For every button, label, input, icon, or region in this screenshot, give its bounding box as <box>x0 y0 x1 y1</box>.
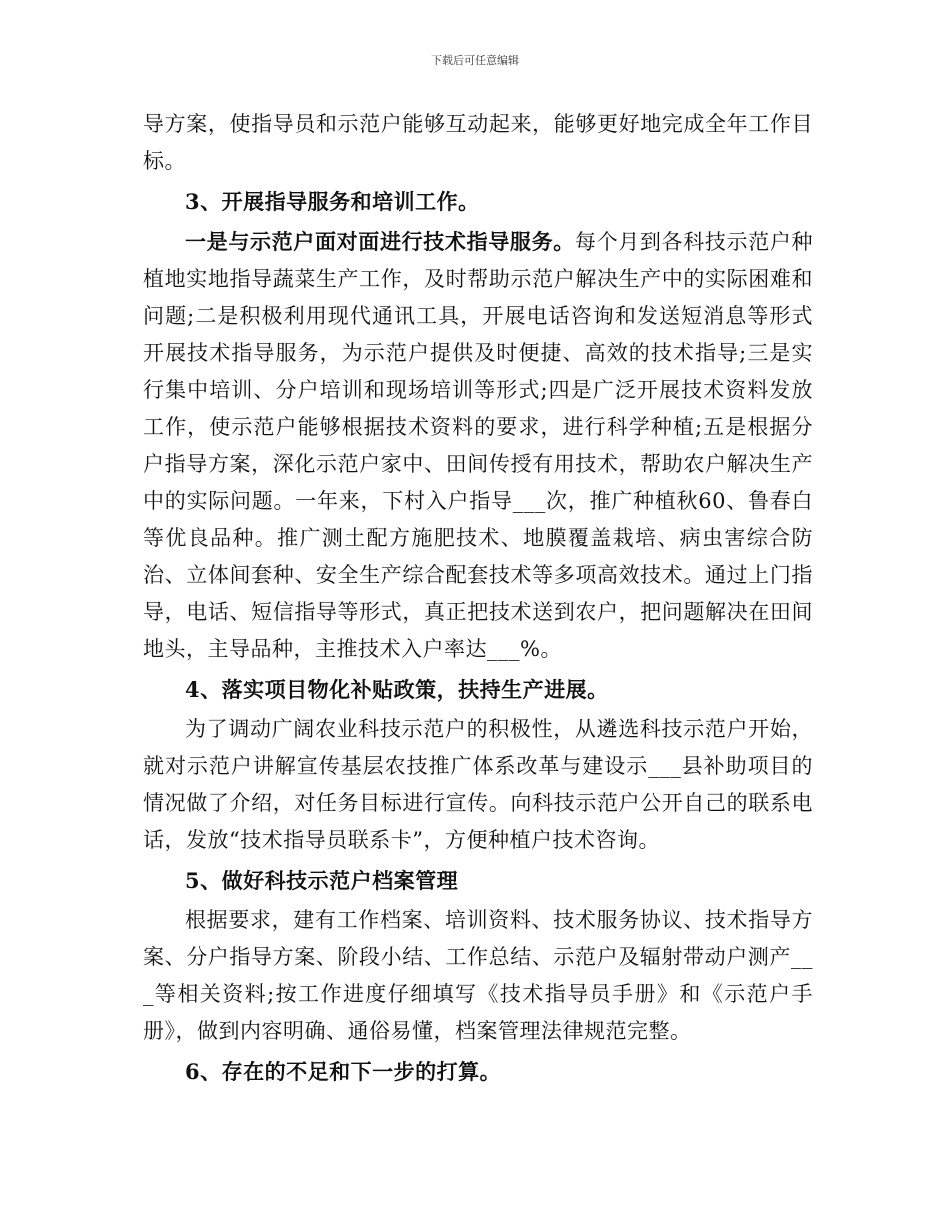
paragraph-section-4: 为了调动广阔农业科技示范户的积极性，从遴选科技示范户开始，就对示范户讲解宣传基层农技推广体系改革与建设示___县补助项目的情况做了介绍，对任务目标进行宣传。向科技示范户公开自己的联系电话，发放“技术指导员联系卡”，方便种植户技术咨询。 <box>143 717 813 852</box>
section-heading-6: 6、存在的不足和下一步的打算。 <box>185 1059 502 1084</box>
paragraph-lead-bold: 一是与示范户面对面进行技术指导服务。 <box>185 229 575 254</box>
paragraph-section-3-body: 每个月到各科技示范户种植地实地指导蔬菜生产工作，及时帮助示范户解决生产中的实际困难和问题;二是积极利用现代通讯工具，开展电话咨询和发送短消息等形式开展技术指导服务，为示范户提供及时便捷、高效的技术指导;三是实行集中培训、分户培训和现场培训等形式;四是广泛开展技术资料发放工作，使示范户能够根据技术资料的要求，进行科学种植;五是根据分户指导方案，深化示范户家中、田间传授有用技术，帮助农户解决生产中的实际问题。一年来，下村入户指导___次，推广种植秋60、鲁春白等优良品种。推广测土配方施肥技术、地膜覆盖栽培、病虫害综合防治、立体间套种、安全生产综合配套技术等多项高效技术。通过上门指导，电话、短信指导等形式，真正把技术送到农户，把问题解决在田间地头，主导品种，主推技术入户率达___%。 <box>143 230 814 661</box>
document-body <box>143 106 813 1093</box>
paragraph-section-3 <box>143 223 813 668</box>
page-header: 下载后可任意编辑 <box>431 54 519 67</box>
paragraph-section-5: 根据要求，建有工作档案、培训资料、技术服务协议、技术指导方案、分户指导方案、阶段小结、工作总结、示范户及辐射带动户测产___等相关资料;按工作进度仔细填写《技术指导员手册》和《示范户手册》，做到内容明确、通俗易懂，档案管理法律规范完整。 <box>143 908 813 1043</box>
section-heading-5: 5、做好科技示范户档案管理 <box>185 868 459 893</box>
section-heading-4: 4、落实项目物化补贴政策，扶持生产进展。 <box>185 677 609 702</box>
section-heading-3: 3、开展指导服务和培训工作。 <box>185 189 480 214</box>
paragraph-continued: 导方案，使指导员和示范户能够互动起来，能够更好地完成全年工作目标。 <box>143 112 813 173</box>
